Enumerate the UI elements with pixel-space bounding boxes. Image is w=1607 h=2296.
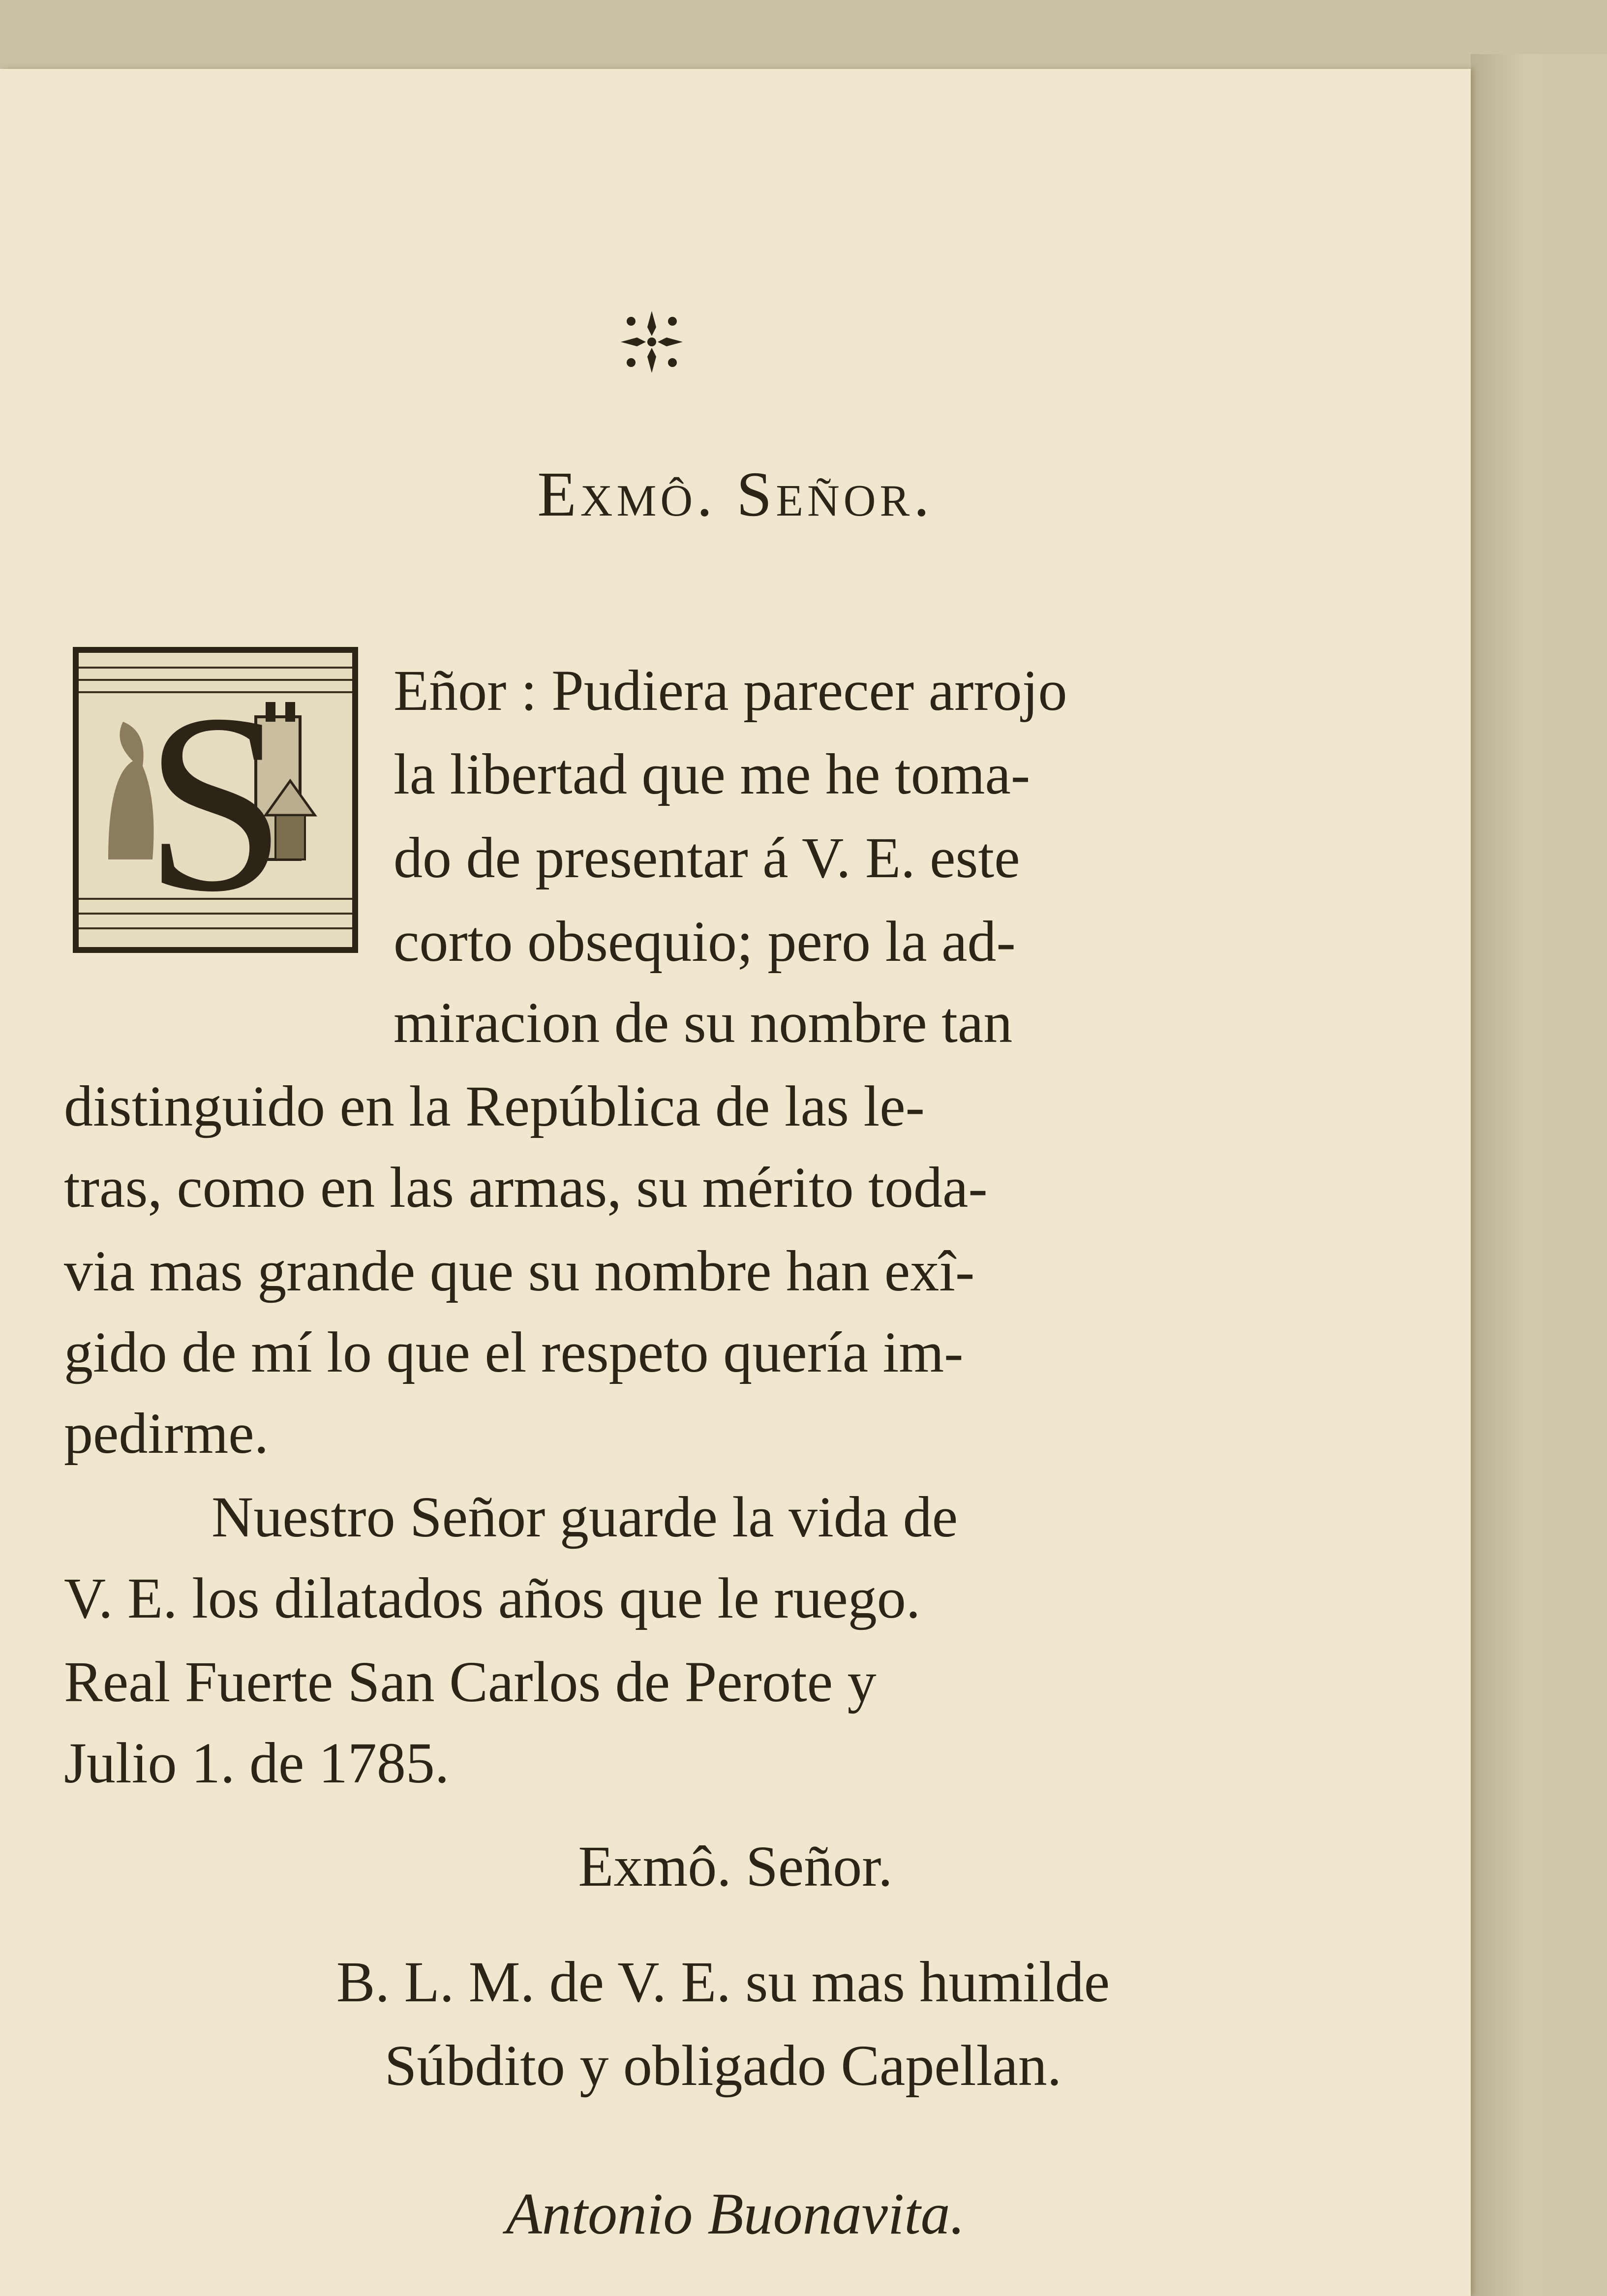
body-line: Eñor : Pudiera parecer arrojo <box>394 658 1067 723</box>
closing-line: V. E. los dilatados años que le ruego. <box>64 1566 921 1630</box>
closing-line: Nuestro Señor guarde la vida de <box>212 1485 958 1549</box>
subscription-line: Súbdito y obligado Capellan. <box>384 2033 1062 2098</box>
body-line: tras, como en las armas, su mérito toda- <box>64 1155 988 1220</box>
body-line: pedirme. <box>64 1401 269 1466</box>
body-line: via mas grande que su nombre han exî- <box>64 1239 975 1303</box>
salutation: Exmô. Señor. <box>578 1834 893 1898</box>
body-line: distinguido en la República de las le- <box>64 1074 925 1138</box>
body-line: do de presentar á V. E. este <box>394 826 1020 890</box>
subscription-line: B. L. M. de V. E. su mas humilde <box>336 1950 1110 2014</box>
body-line: miracion de su nombre tan <box>394 990 1013 1055</box>
closing-line: Julio 1. de 1785. <box>64 1731 450 1795</box>
body-line: gido de mí lo que el respeto quería im- <box>64 1320 964 1384</box>
fleuron-icon <box>615 305 689 379</box>
body-line: corto obsequio; pero la ad- <box>394 909 1016 974</box>
page-title: Exmô. Señor. <box>537 459 934 530</box>
closing-line: Real Fuerte San Carlos de Perote y <box>64 1650 877 1714</box>
printed-page <box>0 69 1471 2296</box>
dropcap-illustration <box>79 653 352 947</box>
book-edge <box>1471 54 1607 2296</box>
signature: Antonio Buonavita. <box>506 2181 965 2246</box>
dropcap-woodcut <box>73 647 358 953</box>
body-line: la libertad que me he toma- <box>394 742 1031 806</box>
dropcap-letter: S <box>144 662 287 945</box>
